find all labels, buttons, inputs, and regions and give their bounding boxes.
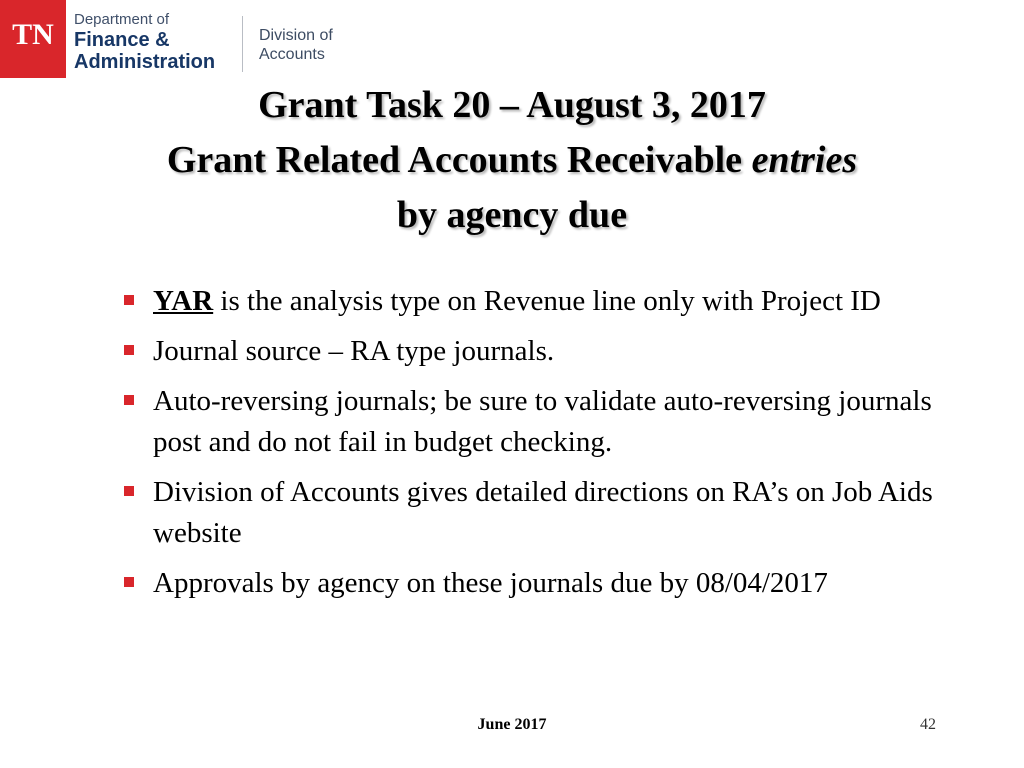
- square-bullet-icon: [124, 345, 134, 355]
- bullet-item: [124, 331, 964, 372]
- dept-line-3: Administration: [74, 51, 216, 73]
- division-line-2: Accounts: [259, 46, 325, 64]
- tn-finance-administration-logo: [0, 0, 360, 80]
- title-line-2: [40, 133, 984, 188]
- title-line-3: by agency due: [396, 194, 628, 236]
- tn-badge: [0, 0, 66, 78]
- footer-date: June 2017: [477, 716, 547, 733]
- slide-title: [40, 78, 984, 243]
- division-name: [259, 26, 333, 64]
- dept-line-1: Department of: [74, 11, 170, 28]
- slide-number: 42: [920, 716, 936, 733]
- bullet-text: Division of Accounts gives detailed directions on RA’s on Job Aids website: [153, 476, 933, 549]
- dept-line-2: Finance &: [74, 29, 170, 51]
- bullet-lead-term: YAR: [153, 285, 214, 317]
- bullet-item: [124, 563, 964, 604]
- bullet-item: [124, 281, 964, 322]
- logo-divider: [242, 16, 243, 72]
- bullet-list: [124, 281, 964, 613]
- bullet-text: Auto-reversing journals; be sure to validate auto-reversing journals post and do not fail in budget checking.: [153, 385, 932, 458]
- tn-badge-text: TN: [12, 18, 54, 51]
- department-name: [74, 12, 215, 74]
- square-bullet-icon: [124, 577, 134, 587]
- title-line-2-italic: entries: [751, 139, 858, 181]
- title-line-2-main: Grant Related Accounts Receivable: [166, 139, 752, 181]
- square-bullet-icon: [124, 486, 134, 496]
- bullet-text: is the analysis type on Revenue line only with Project ID: [213, 285, 881, 317]
- title-line-1: Grant Task 20 – August 3, 2017: [258, 84, 766, 126]
- square-bullet-icon: [124, 295, 134, 305]
- bullet-text: Approvals by agency on these journals due by 08/04/2017: [153, 567, 828, 599]
- square-bullet-icon: [124, 395, 134, 405]
- bullet-item: [124, 381, 964, 463]
- bullet-text: Journal source – RA type journals.: [153, 335, 555, 367]
- bullet-item: [124, 472, 964, 554]
- division-line-1: Division of: [259, 27, 333, 44]
